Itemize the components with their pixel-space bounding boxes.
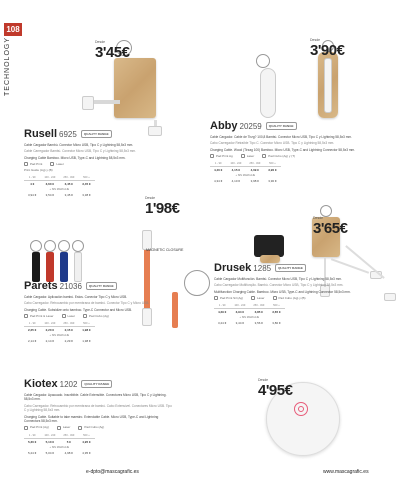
parets-price-table: 1 - 99 100 - 249 250 - 499 500 + 2,25 € 2,20 € 2,15 € 1,98 € + SIN MARCAJE 2,14 € 2,14 € 2,29 € 1,98 €: [24, 321, 95, 344]
drusek-description: Cable Cargador Multifunción. Bambú. Conector Micro USB, Tipo C y Lightning 58,5x3 mm. Cabo Carregador Multifunção. Bambú. Conector Micro USB, Tipo C y Lightning 58,5x3 mm. Multifunction Charging Cable. Bamboo. Micro USB, Type-C and Lightning Connector 58,5x3 mm.: [214, 277, 351, 294]
parets-info: [24, 280, 184, 344]
rusell-price-table: 1 - 99 100 - 249 250 - 499 500 + 4 € 3,60 € 3,45 € 3,45 € + SIN MARCAJE 3,94 € 3,54 € 3,45 € 3,38 €: [24, 175, 95, 198]
page-number: 108: [4, 23, 22, 36]
parets-marking-icons: Pad Print & Laser Laser Pad Cubo (Ag): [24, 314, 184, 318]
magnetic-closure-label: MAGNETIC CLOSURE: [146, 248, 184, 252]
abby-info: [210, 120, 390, 184]
parets-description: Cable Cargador. Aplicación bambú. Estos. Conector Tipo C y Micro USB. Cabo Carregador. Retrocambio por membrana de bambú. Conector Tipo C y Micro USB. Charging Cable. Subsidize onto bamboo. Type-C Connector and Micro USB.: [24, 295, 150, 312]
parets-price: Desde 1'98€: [145, 196, 180, 217]
kiotex-description: Cable Cargador. Apacuado. Inscribible. Cable Extensible. Conectores Micro USB, Tipo C y Lightning. 58,5x3 mm. Cabo Carregador. Retrocambio por membrana de bambú. Cabo Extensível. Conectores Micro USB. Tipo C y Lightning 58,5x3 mm. Charging Cable. Suitable to take maestro. Extendable Cable. Micro USB, Type-C and Lightning Connectors 58,5x3 mm.: [24, 393, 172, 424]
rusell-price: Desde 3'45€: [95, 40, 130, 61]
rusell-title: Rusell 6925 QUALITY RANGE: [24, 128, 174, 140]
drusek-title: Drusek 1285 QUALITY RANGE: [214, 262, 364, 274]
section-label: TECHNOLOGY: [4, 36, 11, 96]
kiotex-info: [24, 378, 174, 456]
drusek-price-table: 1 - 99 100 - 249 250 - 499 500 + 4,29 € 3,94 € 3,85 € 3,65 € + SIN MARCAJE 3,24 € 3,44 € 3,56 € 3,80 €: [214, 303, 285, 326]
abby-description: Cable Cargador. Cable de Tirzg? 100,8 Bambú. Conector Micro USB, Tipo C y Lightning 58,5x3 mm. Cabo Carregador Retraíble Tipo C. Conector Micro USB. Tipo C y Lightning 58,5x3 mm. Charging Cable. Wood (Tirzag 100) Bamboo. Micro USB, Type-C and Lightning Connector 58,5x3 mm.: [210, 135, 356, 152]
footer-website[interactable]: www.mascagrafic.es: [323, 469, 369, 475]
kiotex-price-table: 1 - 99 100 - 249 250 - 499 500 + 5,30 € 5,10 € 5 € 4,95 € + SIN MARCAJE 5,24 € 5,04 € 4,98 € 4,95 €: [24, 433, 95, 456]
kiotex-marking-icons: Pad Print (Ag) Laser Pad Cubo (Ag): [24, 425, 174, 429]
parets-title: Parets 21036 QUALITY RANGE: [24, 280, 184, 292]
rusell-description: Cable Cargador Bambú. Conector Micro USB, Tipo C y Lightning 58,5x3 mm. Cable Carregador Bambú. Conector Micro USB, Tipo C y Lightning 58,5x3 mm. Charging Cable Bamboo. Micro USB, Type-C and Lightning 58,5x3 mm.: [24, 143, 136, 160]
footer-email[interactable]: e-dpto@mascagrafic.es: [86, 469, 139, 475]
kiotex-price: Desde 4'95€: [258, 378, 293, 399]
abby-marking-icons: Pad Print Ag Laser Pad Cubo (Ag) y (T): [210, 154, 390, 158]
rusell-info: Rusell 6925 QUALITY RANGE Cable Cargador Bambú. Conector Micro USB, Tipo C y Lightning 58,5x3 mm. Cable Carregador Bambú. Conector Micro USB, Tipo C y Lightning 58,5x3 mm. Charging Cable Bamboo. Micro USB, Type-C and Lightning 58,5x3 mm. Pad Print Laser Print Guide (Ag) y (B) 1 - 99 100 - 249 250 - 499 500 + 4 € 3,60 € 3,45 € 3,45 € + SIN MARCAJE 3,94 € 3,54 € 3,45 € 3,38 €: [24, 128, 174, 198]
abby-price-table: 1 - 99 100 - 249 250 - 499 500 + 4,40 € 4,15 € 4,09 € 3,90 € + SIN MARCAJE 4,34 € 4,10 € 3,98 € 3,90 €: [210, 161, 281, 184]
abby-title: Abby 20259 QUALITY RANGE: [210, 120, 390, 132]
drusek-price: Desde 3'65€: [313, 216, 348, 237]
drusek-marking-icons: Pad Print Sil (Ag) Laser Pad Cubo (Ag) y (B): [214, 296, 364, 300]
kiotex-title: Kiotex 1202 QUALITY RANGE: [24, 378, 174, 390]
rusell-marking-icons: Pad Print Laser: [24, 162, 174, 166]
abby-price: Desde 3'90€: [310, 38, 345, 59]
drusek-info: [214, 262, 364, 326]
